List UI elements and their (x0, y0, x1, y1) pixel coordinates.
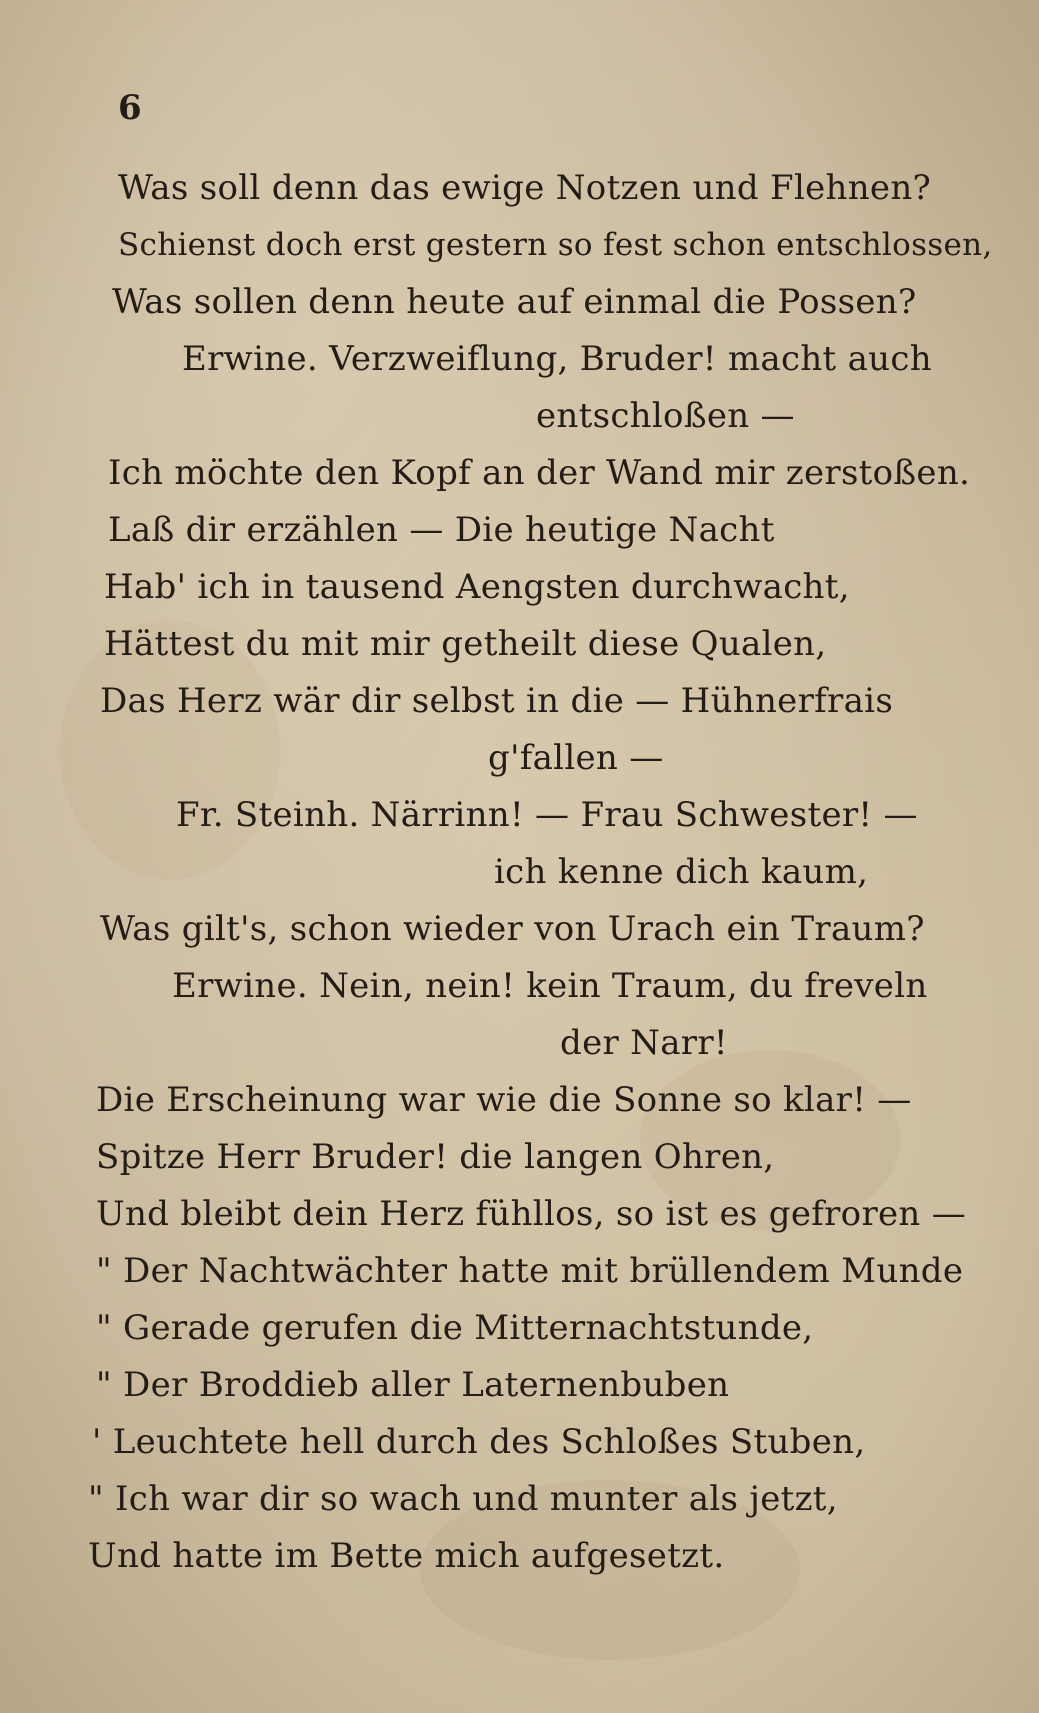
page-number: 6 (118, 88, 142, 128)
verse-line: Was sollen denn heute auf einmal die Possen? (112, 282, 917, 322)
verse-line: ich kenne dich kaum, (494, 852, 869, 892)
verse-line: entschloßen — (536, 396, 795, 436)
verse-line: Und bleibt dein Herz fühllos, so ist es gefroren — (96, 1194, 967, 1234)
quoted-line: " Der Broddieb aller Laternenbuben (96, 1365, 730, 1405)
verse-line: Was soll denn das ewige Notzen und Flehnen? (118, 168, 932, 208)
verse-line: Hättest du mit mir getheilt diese Qualen, (104, 624, 827, 664)
speaker-line: Fr. Steinh. Närrinn! — Frau Schwester! — (176, 795, 918, 835)
verse-line: der Narr! (560, 1023, 728, 1063)
speaker-line: Erwine. Nein, nein! kein Traum, du freveln (172, 966, 928, 1006)
speaker-line: Erwine. Verzweiflung, Bruder! macht auch (182, 339, 932, 379)
quoted-line: " Gerade gerufen die Mitternachtstunde, (96, 1308, 814, 1348)
verse-line: Und hatte im Bette mich aufgesetzt. (88, 1536, 725, 1576)
quoted-line: " Ich war dir so wach und munter als jetzt, (88, 1479, 838, 1519)
verse-line: Das Herz wär dir selbst in die — Hühnerfrais (100, 681, 894, 721)
quoted-line: " Der Nachtwächter hatte mit brüllendem Munde (96, 1251, 964, 1291)
verse-line: Ich möchte den Kopf an der Wand mir zerstoßen. (108, 453, 971, 493)
verse-line: Was gilt's, schon wieder von Urach ein Traum? (100, 909, 925, 949)
verse-line: Hab' ich in tausend Aengsten durchwacht, (104, 567, 850, 607)
verse-line: Schienst doch erst gestern so fest schon entschlossen, (118, 227, 993, 263)
quoted-line: ' Leuchtete hell durch des Schloßes Stuben, (92, 1422, 866, 1462)
verse-line: g'fallen — (488, 738, 664, 778)
verse-line: Die Erscheinung war wie die Sonne so klar! — (96, 1080, 912, 1120)
verse-line: Laß dir erzählen — Die heutige Nacht (108, 510, 775, 550)
verse-line: Spitze Herr Bruder! die langen Ohren, (96, 1137, 775, 1177)
